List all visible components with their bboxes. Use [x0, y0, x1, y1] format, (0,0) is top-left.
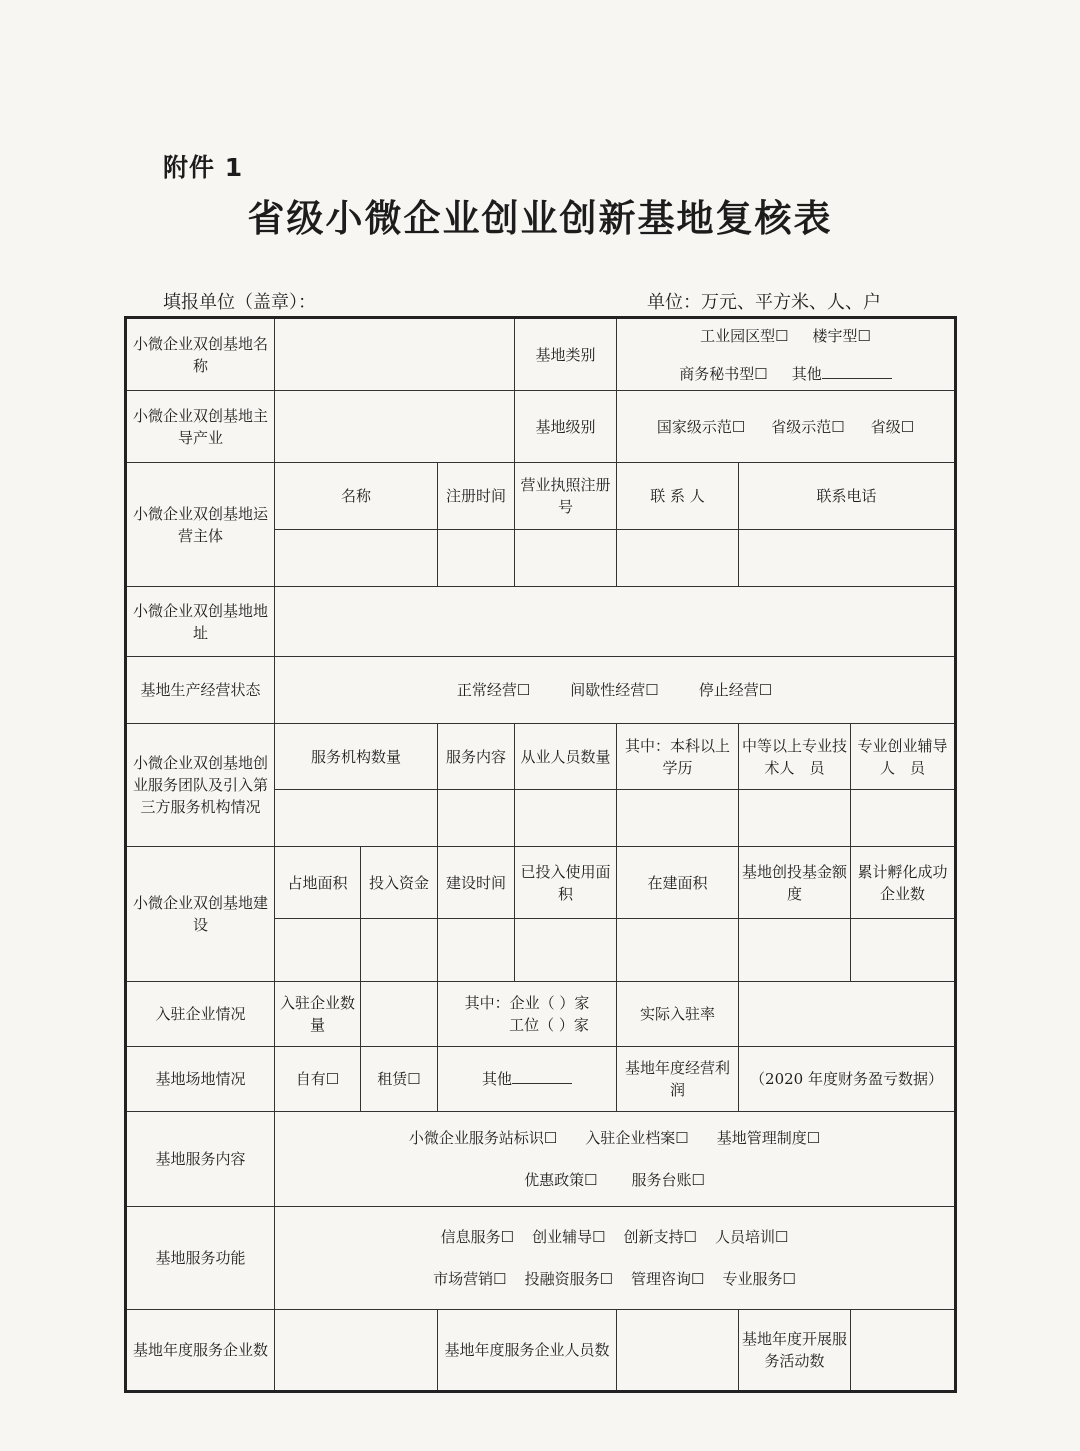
header-building-area: 在建面积	[617, 847, 739, 919]
tenant-breakdown[interactable]	[438, 981, 617, 1046]
header-incubated-count: 累计孵化成功企业数	[851, 847, 956, 919]
option-site-leased[interactable]: 租赁☐	[361, 1046, 438, 1111]
option-stopped-operation[interactable]: 停止经营☐	[698, 681, 773, 700]
header-contact-phone: 联系电话	[739, 463, 956, 530]
option-preferential-policy[interactable]: 优惠政策☐	[524, 1170, 598, 1189]
label-annual-served-enterprises: 基地年度服务企业数	[126, 1309, 275, 1391]
input-annual-served-enterprises[interactable]	[275, 1309, 438, 1391]
header-contact-person: 联 系 人	[617, 463, 739, 530]
option-financing-service[interactable]: 投融资服务☐	[524, 1269, 614, 1288]
input-bachelor-above[interactable]	[617, 790, 739, 847]
header-venture-fund: 基地创投基金额度	[739, 847, 851, 919]
header-occupancy-rate: 实际入驻率	[617, 981, 739, 1046]
input-investment[interactable]	[361, 919, 438, 981]
header-used-area: 已投入使用面积	[515, 847, 617, 919]
service-function-options	[275, 1206, 956, 1309]
header-org-count: 服务机构数量	[275, 724, 438, 790]
option-service-station-sign[interactable]: 小微企业服务站标识☐	[408, 1128, 558, 1147]
input-base-name[interactable]	[275, 318, 515, 391]
input-venture-fund[interactable]	[739, 919, 851, 981]
input-service-content[interactable]	[438, 790, 515, 847]
option-intermittent-operation[interactable]: 间歇性经营☐	[570, 681, 659, 700]
label-service-functions: 基地服务功能	[126, 1206, 275, 1309]
option-national-demo[interactable]: 国家级示范☐	[656, 417, 746, 436]
option-professional-service[interactable]: 专业服务☐	[722, 1269, 796, 1288]
label-base-type: 基地类别	[515, 318, 617, 391]
option-management-consulting[interactable]: 管理咨询☐	[631, 1269, 705, 1288]
input-build-time[interactable]	[438, 919, 515, 981]
option-normal-operation[interactable]: 正常经营☐	[456, 681, 531, 700]
annual-profit-note[interactable]: （2020 年度财务盈亏数据）	[739, 1046, 956, 1111]
other-type-blank[interactable]	[822, 364, 892, 379]
label-base-address: 小微企业双创基地地址	[126, 587, 275, 657]
input-leading-industry[interactable]	[275, 391, 515, 463]
option-building[interactable]: 楼宇型☐	[812, 326, 871, 345]
input-land-area[interactable]	[275, 919, 361, 981]
input-occupancy-rate[interactable]	[739, 981, 956, 1046]
input-incubated-count[interactable]	[851, 919, 956, 981]
label-site-status: 基地场地情况	[126, 1046, 275, 1111]
option-site-other[interactable]: 其他	[438, 1046, 617, 1111]
label-annual-profit: 基地年度经营利润	[617, 1046, 739, 1111]
option-info-service[interactable]: 信息服务☐	[440, 1227, 515, 1246]
input-annual-activities[interactable]	[851, 1309, 956, 1391]
option-marketing[interactable]: 市场营销☐	[433, 1269, 507, 1288]
label-annual-activities: 基地年度开展服务活动数	[739, 1309, 851, 1391]
option-service-ledger[interactable]: 服务台账☐	[631, 1170, 705, 1189]
header-build-time: 建设时间	[438, 847, 515, 919]
base-level-options	[617, 391, 956, 463]
label-base-level: 基地级别	[515, 391, 617, 463]
header-bachelor-above: 其中：本科以上学历	[617, 724, 739, 790]
input-tenant-count[interactable]	[361, 981, 438, 1046]
option-startup-coaching[interactable]: 创业辅导☐	[532, 1227, 606, 1246]
input-base-address[interactable]	[275, 587, 956, 657]
operating-status-options	[275, 657, 956, 724]
option-industrial-park[interactable]: 工业园区型☐	[700, 326, 789, 345]
label-operating-status: 基地生产经营状态	[126, 657, 275, 724]
option-other-type[interactable]: 其他	[792, 363, 892, 385]
label-tenant-status: 入驻企业情况	[126, 981, 275, 1046]
header-registration-time: 注册时间	[438, 463, 515, 530]
base-type-options	[617, 318, 956, 391]
annex-label: 附件 1	[163, 153, 244, 182]
input-building-area[interactable]	[617, 919, 739, 981]
service-content-options	[275, 1111, 956, 1206]
label-service-content: 基地服务内容	[126, 1111, 275, 1206]
unit-note: 单位：万元、平方米、人、户	[647, 292, 881, 313]
option-staff-training[interactable]: 人员培训☐	[714, 1227, 789, 1246]
option-provincial[interactable]: 省级☐	[870, 417, 915, 436]
tenant-breakdown-stations: 工位（ ）家	[509, 1015, 589, 1034]
review-form-table	[124, 316, 957, 1393]
site-other-blank[interactable]	[512, 1069, 572, 1084]
input-contact-phone[interactable]	[739, 530, 956, 587]
input-staff-count[interactable]	[515, 790, 617, 847]
filler-unit-label: 填报单位（盖章）：	[163, 292, 316, 313]
input-contact-person[interactable]	[617, 530, 739, 587]
label-operating-entity: 小微企业双创基地运营主体	[126, 463, 275, 587]
label-service-team: 小微企业双创基地创业服务团队及引入第三方服务机构情况	[126, 724, 275, 847]
option-provincial-demo[interactable]: 省级示范☐	[771, 417, 845, 436]
header-coaching-staff: 专业创业辅导人 员	[851, 724, 956, 790]
label-base-construction: 小微企业双创基地建设	[126, 847, 275, 981]
header-investment: 投入资金	[361, 847, 438, 919]
input-license-number[interactable]	[515, 530, 617, 587]
header-entity-name: 名称	[275, 463, 438, 530]
header-staff-count: 从业人员数量	[515, 724, 617, 790]
form-title: 省级小微企业创业创新基地复核表	[247, 196, 833, 240]
option-innovation-support[interactable]: 创新支持☐	[623, 1227, 697, 1246]
input-coaching-staff[interactable]	[851, 790, 956, 847]
option-business-secretary[interactable]: 商务秘书型☐	[679, 364, 768, 383]
input-registration-time[interactable]	[438, 530, 515, 587]
header-license-number: 营业执照注册号	[515, 463, 617, 530]
input-org-count[interactable]	[275, 790, 438, 847]
input-annual-served-staff[interactable]	[617, 1309, 739, 1391]
header-tenant-count: 入驻企业数量	[275, 981, 361, 1046]
label-base-name: 小微企业双创基地名称	[126, 318, 275, 391]
tenant-breakdown-enterprises: 其中：企业（ ）家	[464, 993, 590, 1012]
header-land-area: 占地面积	[275, 847, 361, 919]
input-technical-staff[interactable]	[739, 790, 851, 847]
label-leading-industry: 小微企业双创基地主导产业	[126, 391, 275, 463]
header-service-content: 服务内容	[438, 724, 515, 790]
header-technical-staff: 中等以上专业技术人 员	[739, 724, 851, 790]
option-tenant-archive[interactable]: 入驻企业档案☐	[585, 1128, 689, 1147]
label-annual-served-staff: 基地年度服务企业人员数	[438, 1309, 617, 1391]
option-management-system[interactable]: 基地管理制度☐	[716, 1128, 821, 1147]
input-used-area[interactable]	[515, 919, 617, 981]
option-site-owned[interactable]: 自有☐	[275, 1046, 361, 1111]
input-entity-name[interactable]	[275, 530, 438, 587]
